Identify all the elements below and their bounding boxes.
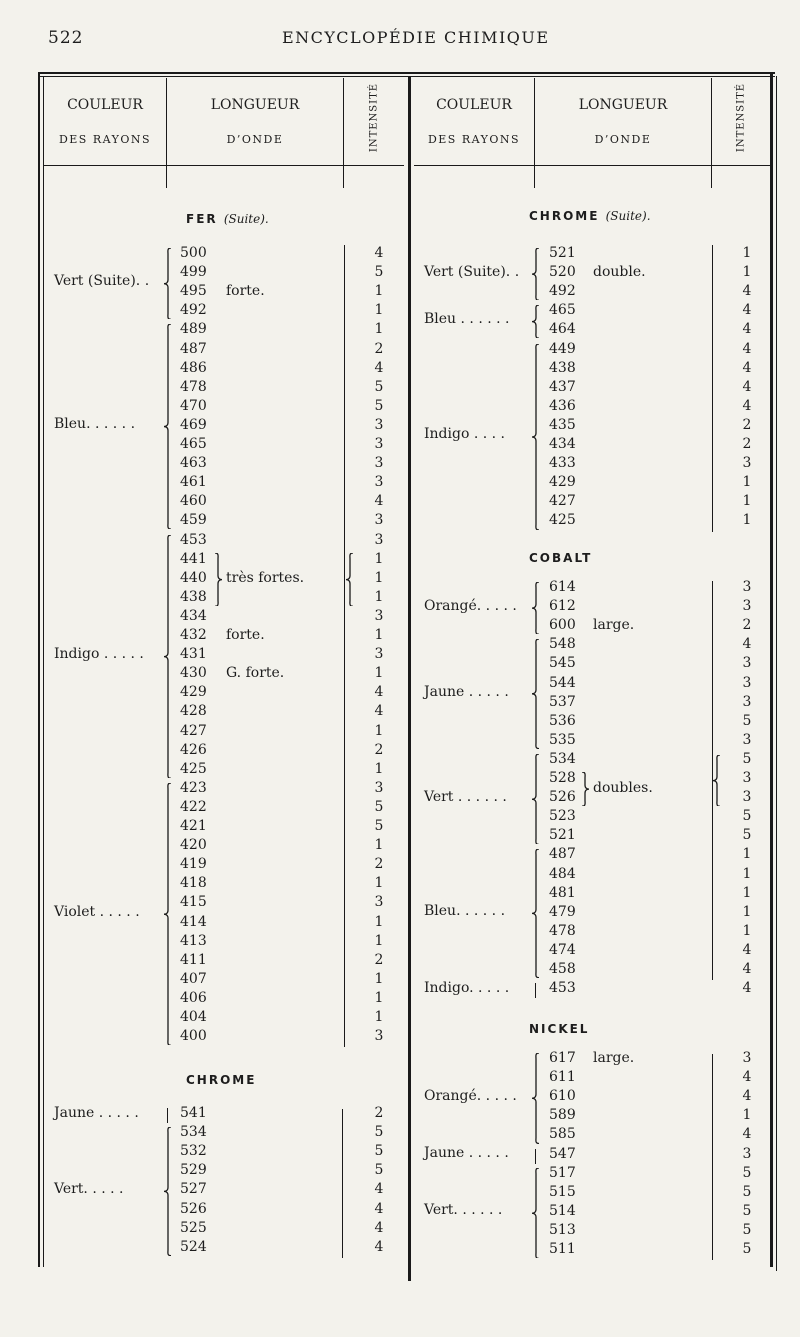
intensity-value: 4 <box>374 1238 384 1255</box>
wavelength-value: 536 <box>549 712 576 729</box>
wavelength-value: 465 <box>180 436 207 452</box>
intensity-value: 5 <box>374 1143 384 1160</box>
intensity-rule <box>342 1109 343 1258</box>
line-note: large. <box>593 1050 635 1066</box>
intensity-value: 5 <box>374 1124 384 1141</box>
wavelength-value: 511 <box>549 1241 576 1257</box>
section-name: FER <box>186 212 218 226</box>
wavelength-value: 589 <box>549 1107 576 1124</box>
intensity-value: 5 <box>742 750 752 767</box>
single-bar <box>535 983 536 998</box>
header-couleur: COULEUR <box>67 97 143 113</box>
color-label: Bleu. . . . . . <box>54 416 136 433</box>
wavelength-value: 487 <box>180 340 207 357</box>
group-brace <box>531 754 541 845</box>
intensity-value: 3 <box>742 731 752 748</box>
intensity-value: 3 <box>374 894 384 911</box>
wavelength-value: 489 <box>180 321 207 338</box>
wavelength-value: 406 <box>180 989 207 1006</box>
header-longueur-sub: D’ONDE <box>226 133 284 146</box>
color-label: Jaune . . . . . <box>424 683 509 700</box>
intensity-value: 3 <box>742 1145 752 1162</box>
group-brace <box>531 849 541 978</box>
wavelength-value: 541 <box>180 1105 207 1121</box>
wavelength-value: 438 <box>180 588 207 605</box>
wavelength-value: 434 <box>549 436 576 452</box>
intensity-value: 2 <box>374 1105 384 1121</box>
intensity-value: 4 <box>374 493 384 510</box>
intensity-value: 4 <box>742 283 752 300</box>
intensity-value: 1 <box>374 837 384 854</box>
wavelength-value: 486 <box>180 359 207 376</box>
intensity-value: 5 <box>742 808 752 825</box>
wavelength-value: 425 <box>180 760 207 777</box>
wavelength-value: 617 <box>549 1050 576 1066</box>
intensity-value: 3 <box>374 416 384 433</box>
wavelength-value: 463 <box>180 455 207 472</box>
wavelength-value: 545 <box>549 655 576 672</box>
wavelength-value: 464 <box>549 321 576 338</box>
line-note: doubles. <box>593 779 653 796</box>
intensity-value: 1 <box>374 1009 384 1025</box>
intensity-value: 5 <box>742 1202 752 1219</box>
intensity-value: 1 <box>374 875 384 892</box>
wavelength-value: 459 <box>180 512 207 529</box>
color-label: Jaune . . . . . <box>54 1104 139 1121</box>
header-couleur: COULEUR <box>436 97 512 113</box>
section-title <box>529 1022 589 1036</box>
intensity-value: 3 <box>374 455 384 472</box>
wavelength-value: 465 <box>549 302 576 319</box>
wavelength-value: 430 <box>180 665 207 682</box>
intensity-value: 4 <box>374 245 384 261</box>
intensity-value: 4 <box>742 321 752 338</box>
wavelength-value: 420 <box>180 837 207 854</box>
wavelength-value: 532 <box>180 1143 207 1160</box>
intensity-value: 2 <box>374 340 384 357</box>
color-label: Jaune . . . . . <box>424 1145 509 1162</box>
wavelength-value: 521 <box>549 245 576 261</box>
wavelength-value: 429 <box>549 474 576 491</box>
line-note: très fortes. <box>226 569 305 586</box>
intensity-value: 1 <box>374 627 384 643</box>
wavelength-value: 426 <box>180 741 207 758</box>
section-name: COBALT <box>529 551 593 565</box>
intensity-value: 2 <box>374 741 384 758</box>
section-title <box>186 212 269 226</box>
wavelength-value: 534 <box>549 750 576 767</box>
intensity-value: 1 <box>742 493 752 510</box>
wavelength-value: 435 <box>549 416 576 433</box>
intensity-value: 1 <box>742 846 752 863</box>
wavelength-value: 537 <box>549 693 576 710</box>
wavelength-value: 525 <box>180 1219 207 1236</box>
intensity-value: 5 <box>374 1162 384 1179</box>
intensity-rule <box>344 245 345 1047</box>
wavelength-value: 526 <box>549 789 576 806</box>
wavelength-value: 429 <box>180 684 207 701</box>
wavelength-value: 413 <box>180 932 207 949</box>
group-brace <box>163 535 173 778</box>
intensity-value: 4 <box>742 1069 752 1086</box>
group-brace <box>531 344 541 530</box>
wavelength-value: 600 <box>549 617 576 634</box>
intensity-value: 3 <box>742 770 752 786</box>
intensity-value: 3 <box>742 1050 752 1066</box>
single-bar <box>167 1108 168 1123</box>
wavelength-value: 495 <box>180 283 207 300</box>
color-label: Orangé. . . . . <box>424 597 517 614</box>
intensity-value: 4 <box>742 961 752 977</box>
color-label: Vert. . . . . <box>54 1180 124 1197</box>
header-couleur-sub: DES RAYONS <box>427 133 521 146</box>
intensity-value: 3 <box>742 598 752 615</box>
intensity-value: 4 <box>742 302 752 319</box>
wavelength-value: 404 <box>180 1009 207 1025</box>
color-label: Vert. . . . . . <box>424 1202 503 1219</box>
section-name: NICKEL <box>529 1022 590 1036</box>
intensity-value: 4 <box>742 340 752 357</box>
header-longueur: LONGUEUR <box>578 97 668 113</box>
intensity-value: 5 <box>374 798 384 815</box>
intensity-rule <box>712 1054 713 1260</box>
section-title <box>529 209 651 223</box>
section-name: CHROME <box>186 1073 257 1087</box>
wavelength-value: 484 <box>549 865 576 882</box>
group-brace <box>163 783 173 1045</box>
intensity-value: 2 <box>742 617 752 634</box>
wavelength-value: 527 <box>180 1181 207 1198</box>
header-intensite: INTENSITÉ <box>368 82 380 153</box>
intensity-value: 4 <box>742 636 752 653</box>
wavelength-value: 407 <box>180 970 207 987</box>
intensity-value: 1 <box>374 932 384 949</box>
intensity-value: 4 <box>374 1200 384 1217</box>
section-name: CHROME <box>529 209 600 223</box>
group-brace <box>580 772 590 806</box>
wavelength-value: 460 <box>180 493 207 510</box>
group-brace <box>531 1053 541 1144</box>
wavelength-value: 419 <box>180 856 207 873</box>
wavelength-value: 425 <box>549 512 576 529</box>
color-label: Vert (Suite). . <box>54 273 150 290</box>
intensity-value: 1 <box>374 321 384 338</box>
wavelength-value: 614 <box>549 579 576 595</box>
wavelength-value: 414 <box>180 913 207 930</box>
intensity-value: 4 <box>742 359 752 376</box>
wavelength-value: 492 <box>549 283 576 300</box>
intensity-value: 5 <box>742 1164 752 1181</box>
group-brace <box>531 582 541 634</box>
wavelength-value: 427 <box>549 493 576 510</box>
wavelength-value: 529 <box>180 1162 207 1179</box>
intensity-value: 5 <box>742 1183 752 1200</box>
group-brace <box>531 639 541 749</box>
wavelength-value: 515 <box>549 1183 576 1200</box>
intensity-value: 1 <box>374 302 384 319</box>
wavelength-value: 487 <box>549 846 576 863</box>
page-number: 522 <box>48 28 84 48</box>
intensity-value: 5 <box>374 818 384 834</box>
wavelength-value: 458 <box>549 961 576 977</box>
section-suffix: (Suite). <box>223 212 269 226</box>
wavelength-value: 478 <box>549 922 576 939</box>
color-label: Orangé. . . . . <box>424 1087 517 1104</box>
intensity-value: 2 <box>742 416 752 433</box>
group-brace <box>531 1168 541 1259</box>
wavelength-value: 547 <box>549 1145 576 1162</box>
intensity-value: 3 <box>374 779 384 796</box>
wavelength-value: 534 <box>180 1124 207 1141</box>
wavelength-value: 434 <box>180 607 207 624</box>
wavelength-value: 499 <box>180 264 207 281</box>
wavelength-value: 520 <box>549 264 576 281</box>
wavelength-value: 517 <box>549 1164 576 1181</box>
wavelength-value: 428 <box>180 703 207 720</box>
wavelength-value: 421 <box>180 818 207 834</box>
intensity-value: 1 <box>742 474 752 491</box>
wavelength-value: 611 <box>549 1069 576 1086</box>
intensity-value: 4 <box>742 378 752 395</box>
header-couleur-sub: DES RAYONS <box>58 133 152 146</box>
intensity-value: 1 <box>742 884 752 901</box>
header-longueur-sub: D’ONDE <box>594 133 652 146</box>
color-label: Indigo . . . . <box>424 426 505 442</box>
intensity-value: 1 <box>374 970 384 987</box>
line-note: large. <box>593 617 635 634</box>
group-brace <box>345 553 355 606</box>
intensity-value: 5 <box>742 1221 752 1238</box>
wavelength-value: 514 <box>549 1202 576 1219</box>
wavelength-value: 544 <box>549 674 576 691</box>
wavelength-value: 440 <box>180 569 207 586</box>
intensity-rule <box>712 245 713 532</box>
intensity-value: 1 <box>374 722 384 739</box>
intensity-value: 1 <box>742 922 752 939</box>
wavelength-value: 481 <box>549 884 576 901</box>
header-longueur: LONGUEUR <box>210 97 300 113</box>
intensity-value: 4 <box>374 684 384 701</box>
color-label: Vert (Suite). . <box>424 263 520 280</box>
wavelength-value: 400 <box>180 1028 207 1045</box>
wavelength-value: 492 <box>180 302 207 319</box>
wavelength-value: 469 <box>180 416 207 433</box>
color-label: Violet . . . . . <box>54 903 140 920</box>
color-label: Indigo . . . . . <box>54 645 144 662</box>
wavelength-value: 438 <box>549 359 576 376</box>
running-title: ENCYCLOPÉDIE CHIMIQUE <box>282 28 550 47</box>
line-note: forte. <box>226 283 265 300</box>
wavelength-value: 461 <box>180 474 207 491</box>
wavelength-value: 415 <box>180 894 207 911</box>
intensity-value: 5 <box>374 397 384 414</box>
group-brace <box>163 1127 173 1256</box>
intensity-value: 5 <box>374 378 384 395</box>
wavelength-value: 478 <box>180 378 207 395</box>
section-suffix: (Suite). <box>605 209 651 223</box>
wavelength-value: 422 <box>180 798 207 815</box>
wavelength-value: 585 <box>549 1126 576 1143</box>
intensity-value: 2 <box>374 856 384 873</box>
wavelength-value: 423 <box>180 779 207 796</box>
intensity-value: 2 <box>374 951 384 968</box>
intensity-value: 1 <box>374 760 384 777</box>
wavelength-value: 474 <box>549 941 576 958</box>
wavelength-value: 441 <box>180 550 207 567</box>
intensity-value: 4 <box>374 1219 384 1236</box>
intensity-value: 4 <box>742 1126 752 1143</box>
page-header <box>0 26 800 50</box>
intensity-value: 5 <box>742 1241 752 1257</box>
intensity-value: 5 <box>742 827 752 844</box>
wavelength-value: 453 <box>180 531 207 548</box>
intensity-value: 1 <box>742 903 752 920</box>
color-label: Bleu . . . . . . <box>424 311 510 328</box>
intensity-value: 3 <box>374 512 384 529</box>
wavelength-value: 535 <box>549 731 576 748</box>
intensity-value: 1 <box>374 569 384 586</box>
wavelength-value: 437 <box>549 378 576 395</box>
intensity-value: 1 <box>374 989 384 1006</box>
group-brace <box>531 305 541 338</box>
intensity-value: 3 <box>742 655 752 672</box>
wavelength-value: 411 <box>180 951 207 968</box>
section-title <box>529 551 592 565</box>
group-brace <box>712 755 722 806</box>
intensity-value: 1 <box>742 865 752 882</box>
color-label: Vert . . . . . . <box>424 788 507 805</box>
wavelength-value: 500 <box>180 245 207 261</box>
intensity-value: 2 <box>742 436 752 452</box>
intensity-value: 4 <box>374 703 384 720</box>
intensity-value: 4 <box>742 980 752 997</box>
intensity-value: 3 <box>374 436 384 452</box>
color-label: Indigo. . . . . <box>424 979 510 996</box>
intensity-value: 4 <box>742 941 752 958</box>
wavelength-value: 436 <box>549 397 576 414</box>
header-intensite: INTENSITÉ <box>735 82 747 153</box>
single-bar <box>535 1149 536 1164</box>
wavelength-value: 612 <box>549 598 576 615</box>
intensity-value: 3 <box>742 455 752 472</box>
wavelength-value: 523 <box>549 808 576 825</box>
intensity-value: 3 <box>374 531 384 548</box>
intensity-value: 3 <box>374 607 384 624</box>
intensity-value: 5 <box>742 712 752 729</box>
wavelength-value: 521 <box>549 827 576 844</box>
wavelength-value: 427 <box>180 722 207 739</box>
group-brace <box>213 553 223 606</box>
intensity-value: 5 <box>374 264 384 281</box>
intensity-value: 3 <box>742 674 752 691</box>
intensity-value: 1 <box>374 665 384 682</box>
intensity-value: 4 <box>742 397 752 414</box>
intensity-value: 1 <box>374 588 384 605</box>
group-brace <box>163 324 173 529</box>
section-title <box>186 1073 256 1087</box>
intensity-value: 4 <box>742 1088 752 1105</box>
wavelength-value: 548 <box>549 636 576 653</box>
wavelength-value: 453 <box>549 980 576 997</box>
line-note: forte. <box>226 627 265 643</box>
intensity-value: 3 <box>742 579 752 595</box>
intensity-value: 3 <box>742 693 752 710</box>
intensity-value: 3 <box>374 646 384 663</box>
wavelength-value: 526 <box>180 1200 207 1217</box>
intensity-value: 3 <box>742 789 752 806</box>
intensity-value: 4 <box>374 1181 384 1198</box>
group-brace <box>531 248 541 300</box>
line-note: double. <box>593 264 646 281</box>
wavelength-value: 528 <box>549 770 576 786</box>
intensity-value: 1 <box>374 913 384 930</box>
wavelength-value: 610 <box>549 1088 576 1105</box>
intensity-value: 1 <box>374 283 384 300</box>
wavelength-value: 479 <box>549 903 576 920</box>
group-brace <box>163 248 173 319</box>
wavelength-value: 524 <box>180 1238 207 1255</box>
intensity-value: 1 <box>742 512 752 529</box>
intensity-value: 4 <box>374 359 384 376</box>
wavelength-value: 418 <box>180 875 207 892</box>
intensity-value: 1 <box>742 245 752 261</box>
wavelength-value: 513 <box>549 1221 576 1238</box>
wavelength-value: 433 <box>549 455 576 472</box>
intensity-value: 3 <box>374 1028 384 1045</box>
line-note: G. forte. <box>226 665 285 682</box>
wavelength-value: 432 <box>180 627 207 643</box>
intensity-value: 1 <box>374 550 384 567</box>
intensity-value: 3 <box>374 474 384 491</box>
intensity-value: 1 <box>742 1107 752 1124</box>
wavelength-value: 470 <box>180 397 207 414</box>
wavelength-value: 431 <box>180 646 207 663</box>
intensity-value: 1 <box>742 264 752 281</box>
color-label: Bleu. . . . . . <box>424 903 506 920</box>
wavelength-value: 449 <box>549 340 576 357</box>
